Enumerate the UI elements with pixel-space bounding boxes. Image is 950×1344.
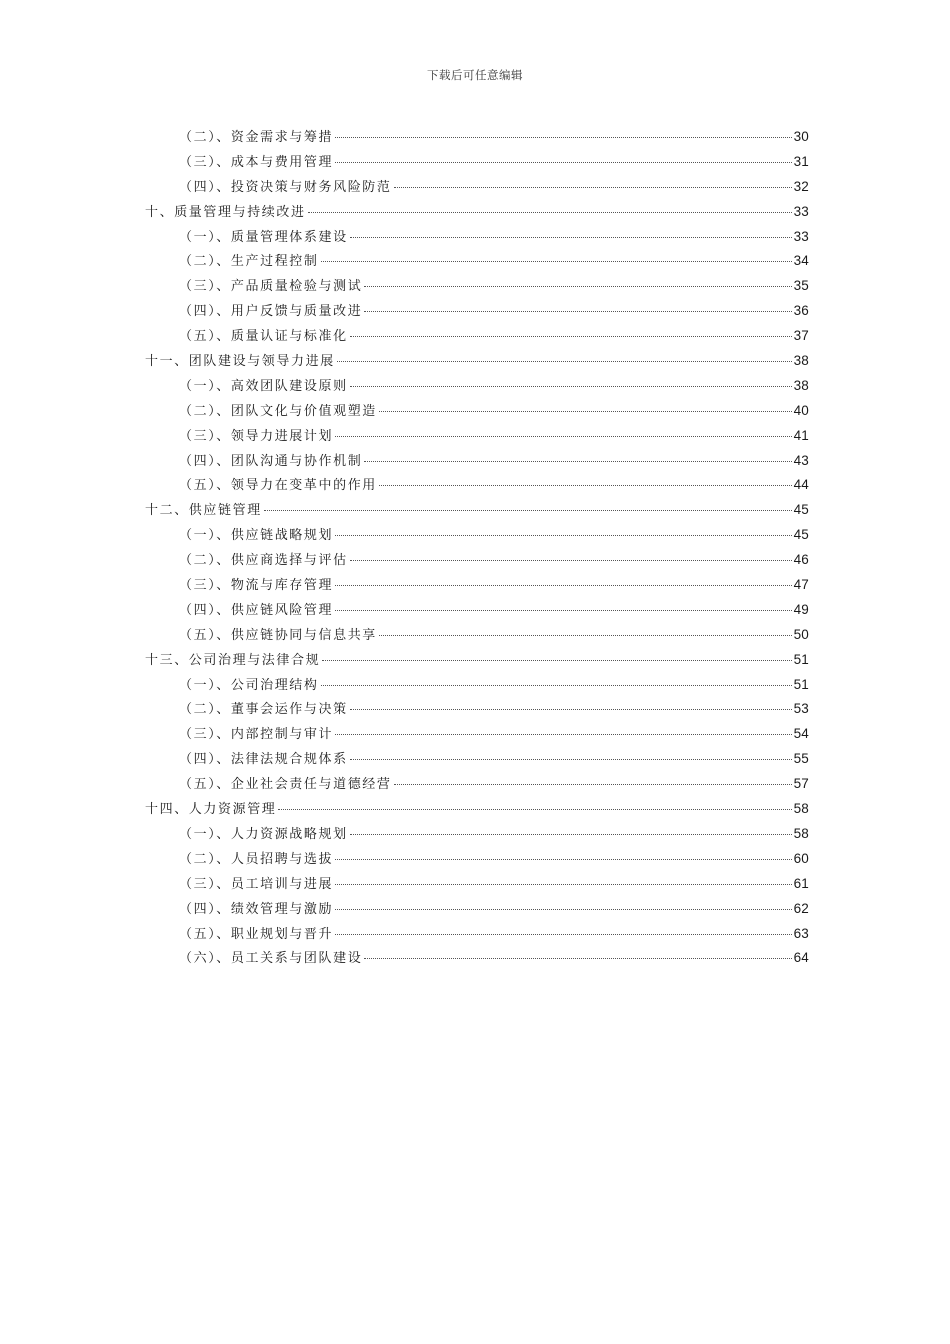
toc-chapter-entry[interactable] [145,498,809,523]
toc-section-entry[interactable] [145,673,809,698]
toc-entry-title: （一）、质量管理体系建设 [179,229,348,245]
toc-dot-leader [350,236,792,238]
toc-section-entry[interactable] [145,747,809,772]
toc-dot-leader [335,435,791,437]
toc-entry-page-number: 53 [793,701,809,717]
toc-section-entry[interactable] [145,697,809,722]
toc-dot-leader [350,335,792,337]
toc-section-entry[interactable] [145,125,809,150]
toc-dot-leader [394,186,792,188]
toc-entry-title: （一）、供应链战略规划 [179,528,334,544]
toc-dot-leader [350,758,792,760]
toc-section-entry[interactable] [145,523,809,548]
toc-section-entry[interactable] [145,299,809,324]
toc-dot-leader [335,858,791,860]
toc-section-entry[interactable] [145,449,809,474]
toc-entry-page-number: 38 [793,377,809,393]
toc-entry-page-number: 49 [793,601,809,617]
toc-dot-leader [335,584,791,586]
toc-section-entry[interactable] [145,772,809,797]
toc-dot-leader [321,260,792,262]
toc-entry-page-number: 55 [793,751,809,767]
toc-entry-page-number: 44 [793,477,809,493]
toc-entry-title: 十一、团队建设与领导力进展 [145,354,335,370]
toc-entry-title: （二）、人员招聘与选拔 [179,851,334,867]
toc-entry-page-number: 58 [793,825,809,841]
toc-dot-leader [308,211,792,213]
toc-entry-page-number: 38 [793,353,809,369]
toc-dot-leader [350,833,792,835]
toc-dot-leader [379,484,792,486]
toc-entry-page-number: 46 [793,552,809,568]
toc-section-entry[interactable] [145,897,809,922]
toc-section-entry[interactable] [145,249,809,274]
toc-entry-page-number: 54 [793,726,809,742]
toc-section-entry[interactable] [145,225,809,250]
toc-dot-leader [321,684,792,686]
toc-dot-leader [322,659,791,661]
toc-entry-title: （四）、绩效管理与激励 [179,901,334,917]
toc-dot-leader [337,360,792,362]
toc-entry-page-number: 50 [793,626,809,642]
toc-entry-title: （三）、物流与库存管理 [179,578,334,594]
toc-entry-page-number: 30 [793,129,809,144]
toc-entry-title: （五）、企业社会责任与道德经营 [179,777,392,793]
toc-entry-title: （二）、资金需求与筹措 [179,130,334,145]
toc-section-entry[interactable] [145,598,809,623]
toc-entry-page-number: 45 [793,527,809,543]
toc-entry-title: （三）、领导力进展计划 [179,428,334,444]
toc-section-entry[interactable] [145,922,809,947]
toc-entry-page-number: 62 [793,900,809,916]
toc-dot-leader [278,808,791,810]
toc-chapter-entry[interactable] [145,797,809,822]
toc-entry-page-number: 57 [793,776,809,792]
toc-dot-leader [264,509,792,511]
toc-entry-page-number: 31 [793,153,809,169]
toc-entry-page-number: 63 [793,925,809,941]
toc-entry-title: （四）、用户反馈与质量改进 [179,304,363,320]
toc-dot-leader [364,285,791,287]
toc-dot-leader [335,609,791,611]
toc-entry-title: （四）、法律法规合规体系 [179,752,348,768]
toc-entry-page-number: 43 [793,452,809,468]
toc-entry-page-number: 35 [793,278,809,294]
toc-entry-page-number: 47 [793,577,809,593]
toc-entry-title: （二）、供应商选择与评估 [179,553,348,569]
toc-dot-leader [350,559,792,561]
toc-section-entry[interactable] [145,722,809,747]
toc-section-entry[interactable] [145,175,809,200]
toc-section-entry[interactable] [145,946,809,971]
toc-section-entry[interactable] [145,424,809,449]
toc-dot-leader [335,883,791,885]
toc-entry-title: （三）、员工培训与进展 [179,876,334,892]
toc-entry-title: （三）、成本与费用管理 [179,154,334,170]
toc-entry-title: （二）、生产过程控制 [179,254,319,270]
toc-entry-title: （二）、董事会运作与决策 [179,702,348,718]
toc-entry-title: （二）、团队文化与价值观塑造 [179,403,377,419]
toc-dot-leader [394,783,792,785]
toc-entry-title: 十四、人力资源管理 [145,802,277,818]
toc-section-entry[interactable] [145,573,809,598]
toc-section-entry[interactable] [145,374,809,399]
toc-entry-page-number: 58 [793,801,809,817]
toc-entry-page-number: 34 [793,253,809,269]
toc-entry-page-number: 36 [793,303,809,319]
toc-entry-page-number: 33 [793,228,809,244]
toc-entry-title: （一）、人力资源战略规划 [179,826,348,842]
toc-entry-title: （五）、供应链协同与信息共享 [179,627,377,643]
toc-dot-leader [350,385,792,387]
toc-chapter-entry[interactable] [145,349,809,374]
toc-entry-page-number: 32 [793,178,809,194]
toc-section-entry[interactable] [145,150,809,175]
table-of-contents [145,125,809,971]
toc-entry-page-number: 40 [793,402,809,418]
toc-entry-page-number: 64 [793,950,809,966]
page-header: 下载后可任意编辑 [427,68,523,82]
toc-entry-title: （四）、团队沟通与协作机制 [179,453,363,469]
toc-entry-title: （一）、高效团队建设原则 [179,378,348,394]
toc-entry-page-number: 33 [793,203,809,219]
toc-entry-page-number: 51 [793,676,809,692]
toc-section-entry[interactable] [145,822,809,847]
toc-dot-leader [379,410,792,412]
toc-section-entry[interactable] [145,623,809,648]
toc-entry-title: （六）、员工关系与团队建设 [179,951,363,967]
toc-entry-title: 十、质量管理与持续改进 [145,204,306,220]
toc-section-entry[interactable] [145,324,809,349]
toc-section-entry[interactable] [145,872,809,897]
toc-dot-leader [364,957,791,959]
toc-dot-leader [335,161,791,163]
toc-entry-page-number: 51 [793,651,809,667]
toc-dot-leader [335,534,791,536]
toc-entry-title: （四）、投资决策与财务风险防范 [179,179,392,195]
toc-section-entry[interactable] [145,274,809,299]
toc-entry-page-number: 37 [793,328,809,344]
toc-dot-leader [335,733,791,735]
toc-dot-leader [364,460,791,462]
toc-chapter-entry[interactable] [145,648,809,673]
toc-section-entry[interactable] [145,548,809,573]
toc-dot-leader [350,708,792,710]
toc-entry-page-number: 60 [793,850,809,866]
toc-entry-title: （三）、内部控制与审计 [179,727,334,743]
toc-entry-title: （五）、职业规划与晋升 [179,926,334,942]
toc-dot-leader [364,310,791,312]
toc-entry-page-number: 61 [793,875,809,891]
toc-dot-leader [335,933,791,935]
toc-dot-leader [379,634,792,636]
toc-entry-title: （五）、质量认证与标准化 [179,329,348,345]
toc-entry-page-number: 41 [793,427,809,443]
toc-entry-title: 十三、公司治理与法律合规 [145,652,321,668]
toc-entry-title: （三）、产品质量检验与测试 [179,279,363,295]
toc-entry-title: （四）、供应链风险管理 [179,602,334,618]
toc-entry-title: 十二、供应链管理 [145,503,262,519]
toc-dot-leader [335,136,791,138]
toc-entry-page-number: 45 [793,502,809,518]
toc-section-entry[interactable] [145,399,809,424]
toc-dot-leader [335,908,791,910]
toc-entry-title: （一）、公司治理结构 [179,677,319,693]
toc-section-entry[interactable] [145,473,809,498]
toc-entry-title: （五）、领导力在变革中的作用 [179,478,377,494]
toc-section-entry[interactable] [145,847,809,872]
toc-chapter-entry[interactable] [145,200,809,225]
